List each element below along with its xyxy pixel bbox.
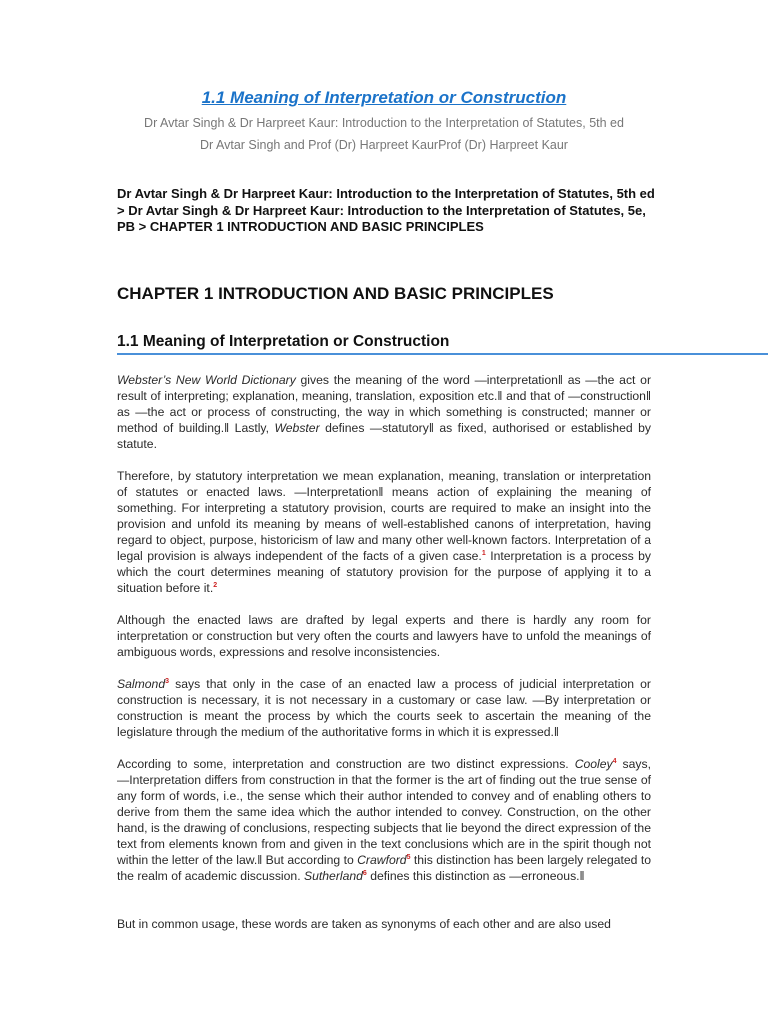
source-line-book: Dr Avtar Singh & Dr Harpreet Kaur: Introduction to the Interpretation of Statutes, 5th ed [144, 116, 624, 130]
paragraph-5-text-d: defines this distinction as ―erroneous.‖ [366, 869, 585, 883]
paragraph-1-text-a: gives the meaning of the word ―interpretation‖ as ―the act or result of interpreting; explanation, meaning, translation, exposition etc.‖ and that of ―construction‖ as ―the act or process of constructing, the way in which something is constructed; manner or method of building.‖ Lastly, [117, 373, 651, 435]
footnote-ref-5[interactable]: 5 [406, 853, 411, 861]
paragraph-4 [117, 676, 651, 740]
footnote-ref-2[interactable]: 2 [213, 581, 218, 589]
paragraph-4-italic-salmond: Salmond [117, 677, 166, 691]
paragraph-5-text-b: says, ―Interpretation differs from construction in that the former is the art of finding out the true sense of any form of words, i.e., the sense which their author intended to convey and of enabling others to derive from them the same idea which the author intended to convey. Construction, on the other hand, is the drawing of conclusions, respecting subjects that lie beyond the direct expression of the text from elements known from and given in the text conclusions which are in the spirit though not within the letter of the law.‖ But according to [117, 757, 651, 867]
footnote-ref-1[interactable]: 1 [481, 549, 486, 557]
paragraph-3 [117, 612, 651, 660]
paragraph-5-italic-sutherland: Sutherland [303, 869, 363, 883]
paragraph-5-text-a: According to some, interpretation and construction are two distinct expressions. [117, 757, 575, 771]
breadcrumb: Dr Avtar Singh & Dr Harpreet Kaur: Introduction to the Interpretation of Statutes, 5th ed > Dr Avtar Singh & Dr Harpreet Kaur: Introduction to the Interpretation of Statutes, 5e, PB > CHAPTER 1 INTRODUCTION AND BASIC PRINCIPLES [117, 186, 655, 234]
section-divider [117, 353, 768, 355]
paragraph-5-italic-crawford: Crawford [357, 853, 407, 867]
paragraph-6-text: But in common usage, these words are taken as synonyms of each other and are also used [117, 917, 611, 931]
paragraph-2-text-b: Interpretation is a process by which the court determines meaning of statutory provision for the purpose of applying it to a situation before it. [117, 549, 651, 595]
paragraph-4-text: says that only in the case of an enacted law a process of judicial interpretation or construction is necessary, it is not necessary in a customary or case law. ―By interpretation or construction is meant the process by which the courts seek to ascertain the meaning of the legislature through the medium of the authoritative forms in which it is expressed.‖ [117, 677, 651, 739]
paragraph-1-italic-webster: Webster [274, 421, 320, 435]
paragraph-5-italic-cooley: Cooley [574, 757, 613, 771]
paragraph-2-text-a: Therefore, by statutory interpretation we mean explanation, meaning, translation or interpretation of statutes or enacted laws. ―Interpretation‖ means action of explaining the meaning of something. For interpreting a statutory provision, courts are required to make an insight into the provision and unfold its meaning by means of well-established canons of interpretation, having regard to object, purpose, historicism of law and many other well-known factors. Interpretation of a legal provision is always independent of the facts of a given case. [117, 469, 651, 563]
title-link[interactable]: 1.1 Meaning of Interpretation or Construction [201, 88, 567, 107]
paragraph-5-text-c: this distinction has been largely relegated to the realm of academic discussion. [117, 853, 651, 883]
paragraph-3-text: Although the enacted laws are drafted by legal experts and there is hardly any room for interpretation or construction but very often the courts and lawyers have to unfold the meanings of ambiguous words, expressions and resolve inconsistencies. [117, 613, 651, 659]
footnote-ref-4[interactable]: 4 [612, 757, 617, 765]
paragraph-6 [117, 916, 651, 932]
section-heading: 1.1 Meaning of Interpretation or Construction [117, 333, 450, 350]
footnote-ref-6[interactable]: 6 [362, 869, 367, 877]
footnote-ref-3[interactable]: 3 [165, 677, 170, 685]
paragraph-1-text-b: defines ―statutory‖ as fixed, authorised or established by statute. [117, 421, 651, 451]
paragraph-1 [117, 372, 651, 452]
paragraph-1-italic-dictionary: Webster’s New World Dictionary [117, 373, 296, 387]
chapter-heading: CHAPTER 1 INTRODUCTION AND BASIC PRINCIPLES [117, 284, 554, 303]
paragraph-2 [117, 468, 651, 596]
paragraph-5 [117, 756, 651, 884]
source-line-authors: Dr Avtar Singh and Prof (Dr) Harpreet KaurProf (Dr) Harpreet Kaur [200, 138, 568, 152]
